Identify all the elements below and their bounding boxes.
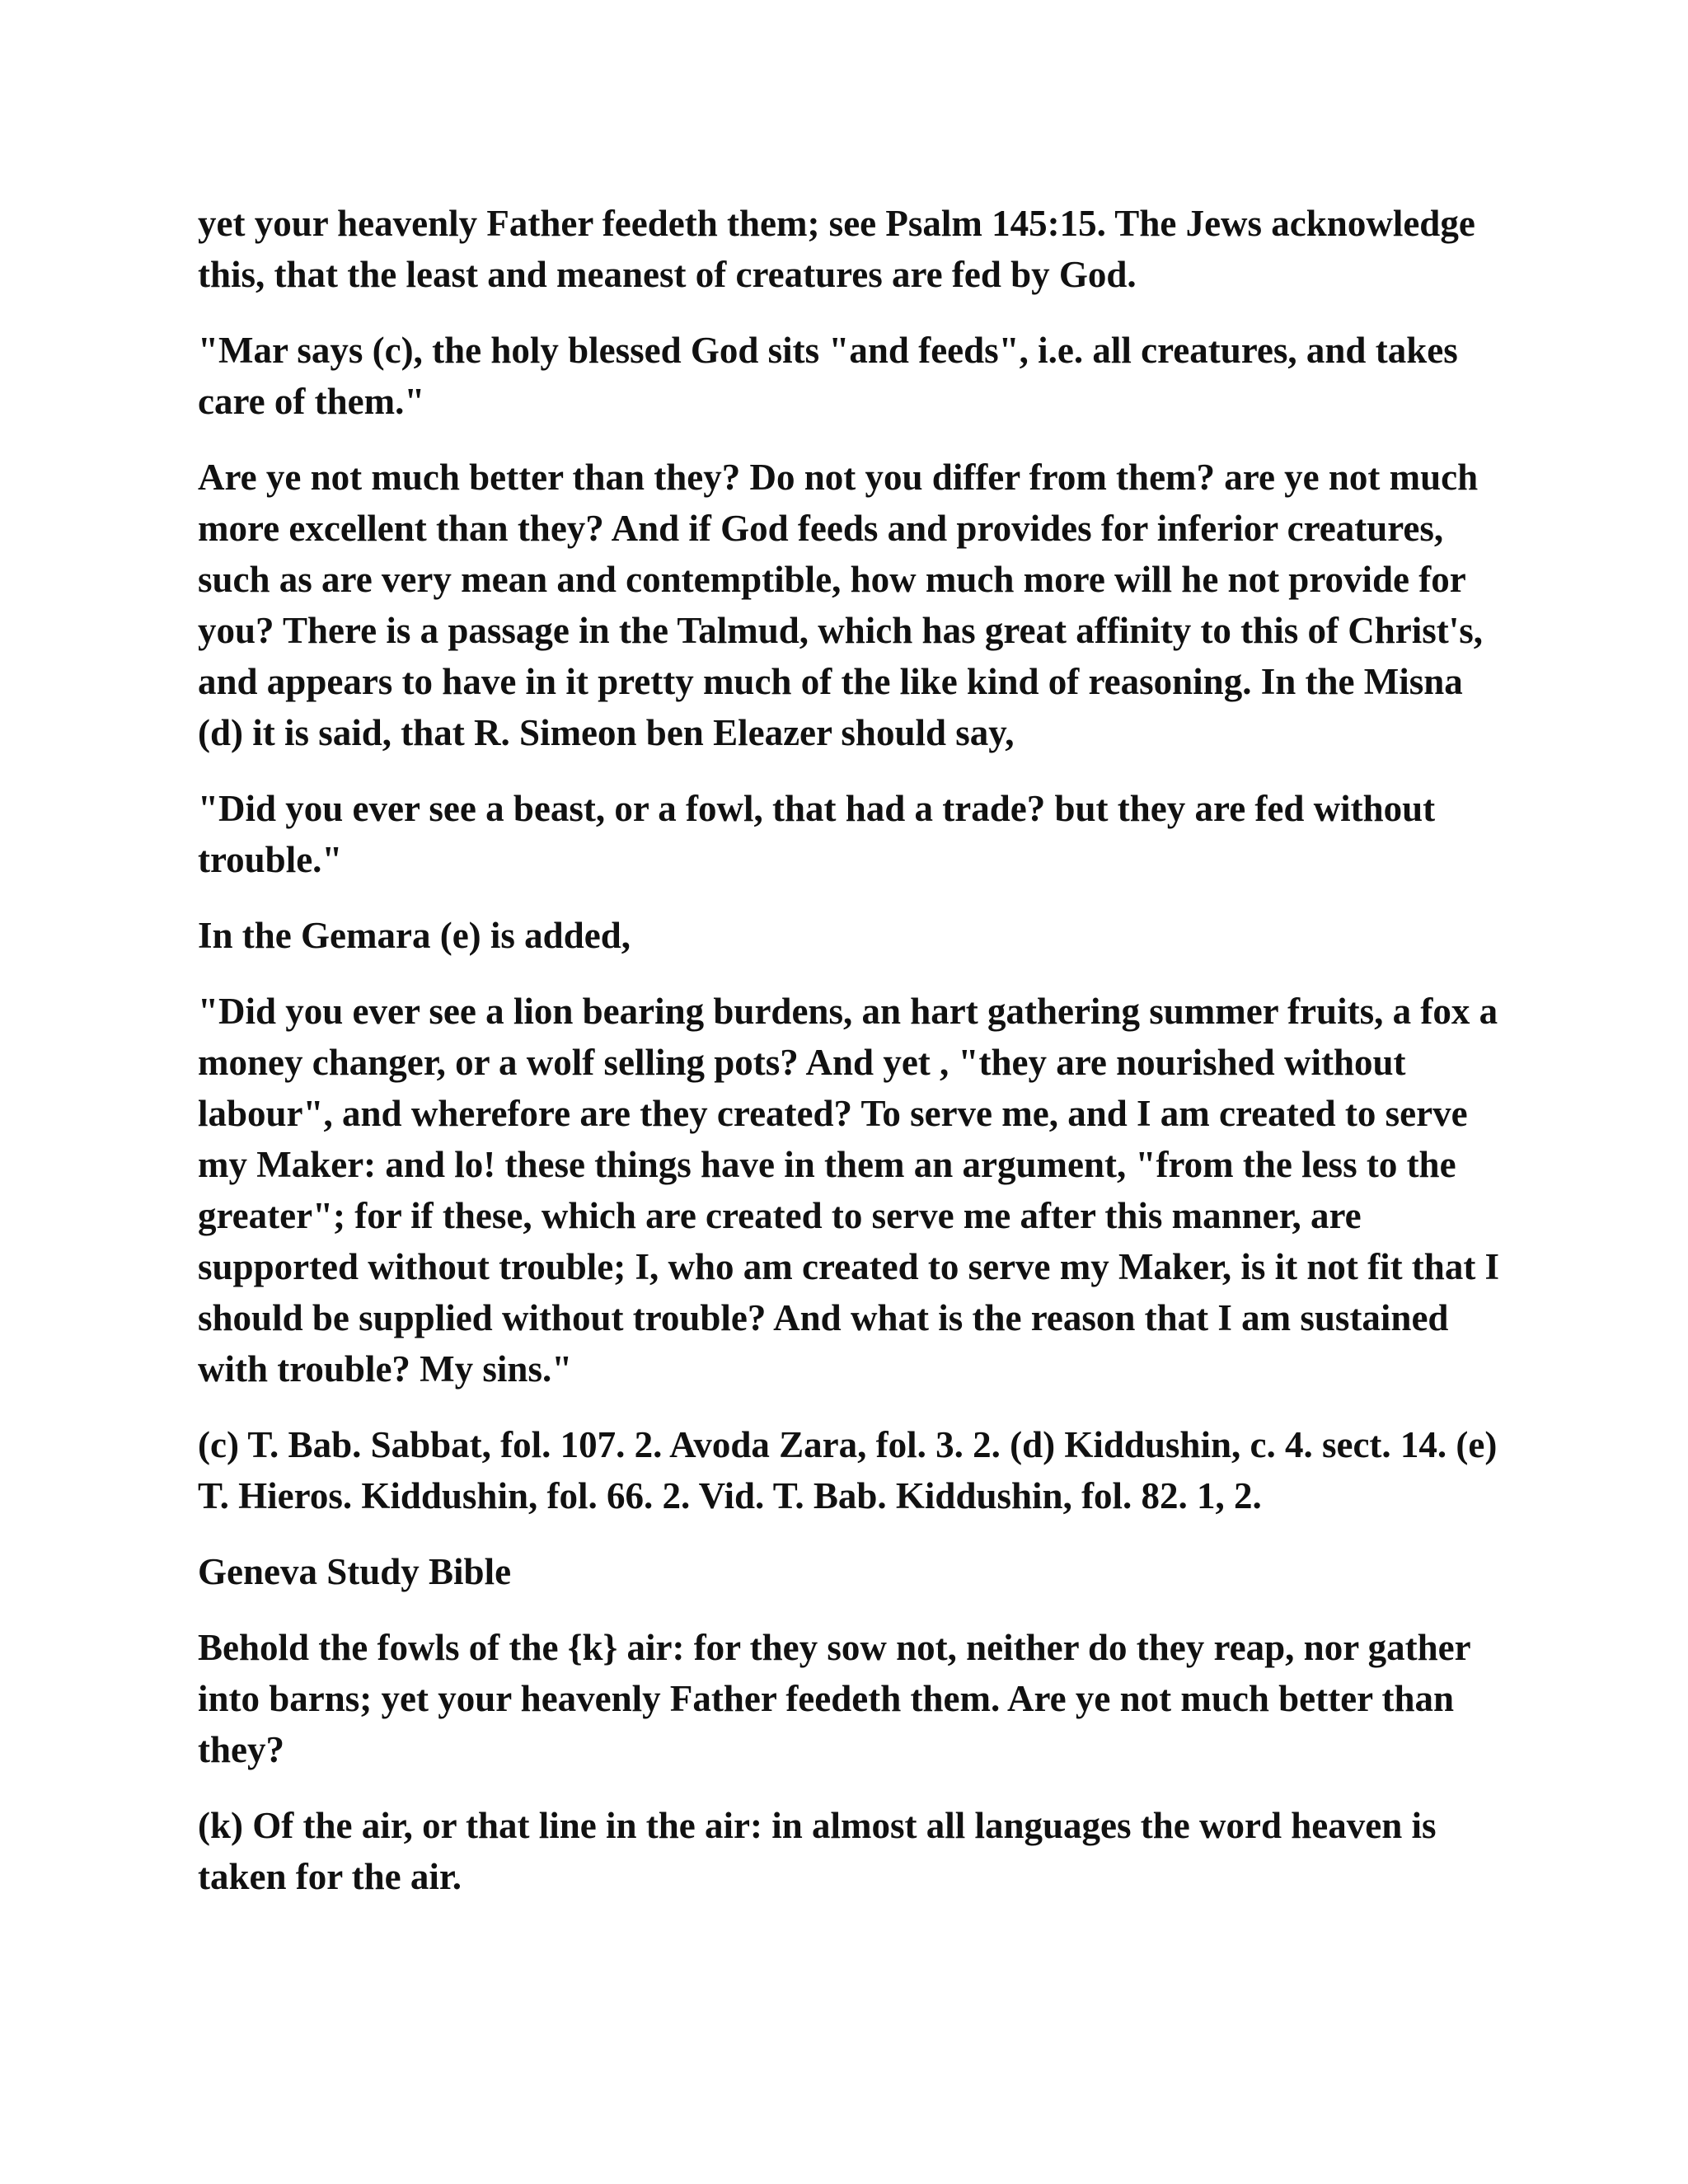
paragraph-gemara-intro: In the Gemara (e) is added,: [198, 915, 631, 956]
paragraph-gemara-quote: "Did you ever see a lion bearing burdens, an hart gathering summer fruits, a fox a money changer, or a wolf selling pots? And yet , "they are nourished without labour", and wherefore are they created? To serve me, and I am created to serve my Maker: and lo! these things have in them an argument, "from the less to the greater"; for if these, which are created to serve me after this manner, are supported without trouble; I, who am created to serve my Maker, is it not fit that I should be supplied without trouble? And what is the reason that I am sustained with trouble? My sins.": [198, 991, 1500, 1390]
section-heading-geneva-study-bible: Geneva Study Bible: [198, 1551, 512, 1592]
paragraph-psalm-reference: yet your heavenly Father feedeth them; see Psalm 145:15. The Jews acknowledge this, that the least and meanest of creatures are fed by God.: [198, 203, 1475, 295]
paragraph-better-than-they: Are ye not much better than they? Do not you differ from them? are ye not much more excellent than they? And if God feeds and provides for inferior creatures, such as are very mean and contemptible, how much more will he not provide for you? There is a passage in the Talmud, which has great affinity to this of Christ's, and appears to have in it pretty much of the like kind of reasoning. In the Misna (d) it is said, that R. Simeon ben Eleazer should say,: [198, 457, 1483, 753]
paragraph-misna-quote: "Did you ever see a beast, or a fowl, that had a trade? but they are fed without trouble.": [198, 788, 1436, 880]
document-body: [198, 198, 1517, 1927]
paragraph-mar-quote: "Mar says (c), the holy blessed God sits "and feeds", i.e. all creatures, and takes care of them.": [198, 330, 1458, 422]
paragraph-behold-the-fowls: Behold the fowls of the {k} air: for they sow not, neither do they reap, nor gather into barns; yet your heavenly Father feedeth them. Are ye not much better than they?: [198, 1627, 1470, 1770]
footnote-k: (k) Of the air, or that line in the air: in almost all languages the word heaven is taken for the air.: [198, 1805, 1437, 1897]
footnotes-c-d-e: (c) T. Bab. Sabbat, fol. 107. 2. Avoda Zara, fol. 3. 2. (d) Kiddushin, c. 4. sect. 14. (e) T. Hieros. Kiddushin, fol. 66. 2. Vid. T. Bab. Kiddushin, fol. 82. 1, 2.: [198, 1424, 1498, 1516]
